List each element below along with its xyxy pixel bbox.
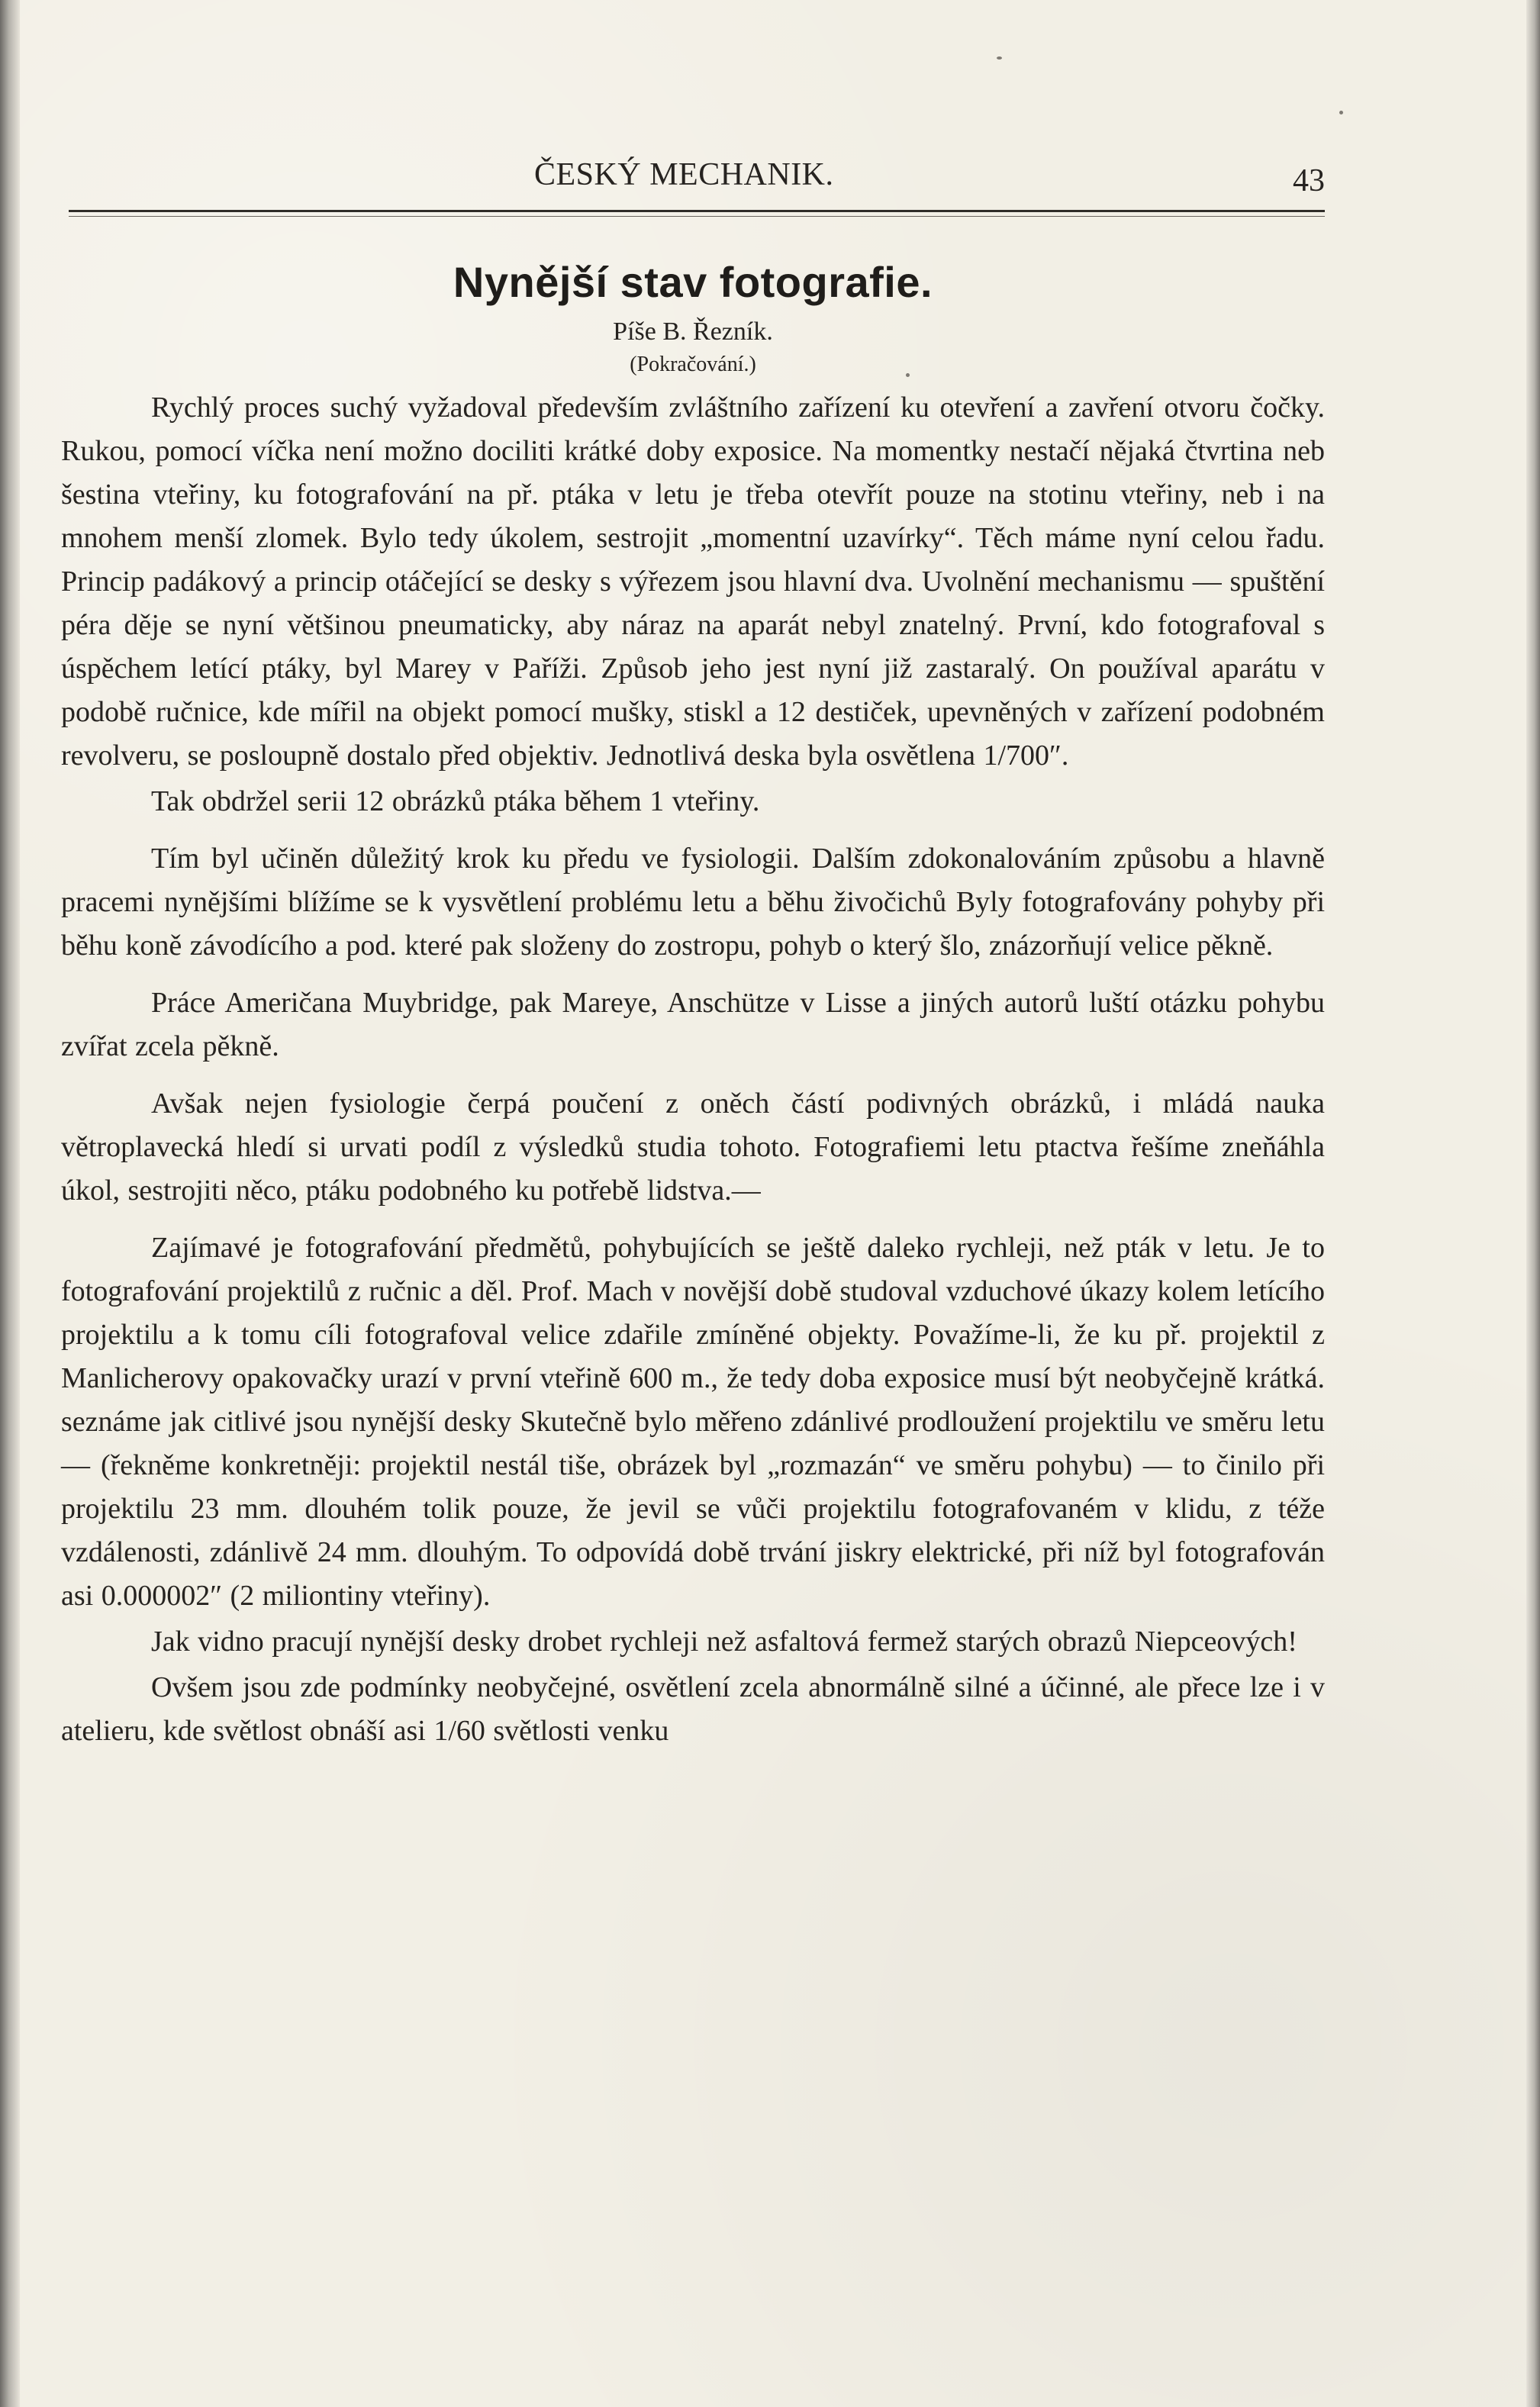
page-header <box>61 156 1325 219</box>
paragraph: Práce Američana Muybridge, pak Mareye, Anschütze v Lisse a jiných autorů luští otázku pohybu zvířat zcela pěkně. <box>61 987 1325 1062</box>
paragraph: Ovšem jsou zde podmínky neobyčejné, osvětlení zcela abnormálně silné a účinné, ale přece lze i v atelieru, kde světlost obnáší asi 1/60 světlosti venku <box>61 1671 1325 1747</box>
left-scan-edge <box>0 0 20 2407</box>
scan-speck <box>1339 111 1343 114</box>
scan-speck <box>997 56 1002 60</box>
paragraph: Rychlý proces suchý vyžadoval především zvláštního zařízení ku otevření a zavření otvoru čočky. Rukou, pomocí víčka není možno dociliti krátké doby exposice. Na momentky nestačí nějaká čtvrtina neb šestina vteřiny, ku fotografování na př. ptáka v letu je třeba otevřít pouze na stotinu vteřiny, neb i na mnohem menší zlomek. Bylo tedy úkolem, sestrojit „momentní uzavírky“. Těch máme nyní celou řadu. Princip padákový a princip otáčející se desky s výřezem jsou hlavní dva. Uvolnění mechanismu — spuštění péra děje se nyní většinou pneumaticky, aby náraz na aparát nebyl znatelný. První, kdo fotografoval s úspěchem letící ptáky, byl Marey v Paříži. Způsob jeho jest nyní již zastaralý. On používal aparátu v podobě ručnice, kde mířil na objekt pomocí mušky, stiskl a 12 destiček, upevněných v zařízení podobném revolveru, se posloupně dostalo před objektiv. Jednotlivá deska byla osvětlena 1/700″. <box>61 392 1325 772</box>
page-content <box>61 156 1325 1753</box>
paragraph: Jak vidno pracují nynější desky drobet rychleji než asfaltová fermež starých obrazů Niepceových! <box>151 1626 1297 1658</box>
page-number: 43 <box>1293 163 1325 198</box>
article-title: Nynější stav fotografie. <box>453 258 933 306</box>
right-scan-edge <box>1526 0 1540 2407</box>
header-rule-thin <box>69 216 1325 217</box>
header-rule <box>69 210 1325 212</box>
byline: Píše B. Řezník. <box>613 317 773 346</box>
article-body <box>61 386 1325 1753</box>
continued-note: (Pokračování.) <box>630 353 756 376</box>
paragraph: Avšak nejen fysiologie čerpá poučení z oněch částí podivných obrázků, i mládá nauka větroplavecká hledí si urvati podíl z výsledků studia tohoto. Fotografiemi letu ptactva řešíme zneňáhla úkol, sestrojiti něco, ptáku podobného ku potřebě lidstva.— <box>61 1088 1325 1207</box>
running-title: ČESKÝ MECHANIK. <box>534 157 834 192</box>
paragraph: Tím byl učiněn důležitý krok ku předu ve fysiologii. Dalším zdokonalováním způsobu a hlavně pracemi nynějšími blížíme se k vysvětlení problému letu a běhu živočichů Byly fotografovány pohyby při běhu koně závodícího a pod. které pak složeny do zostropu, pohyb o který šlo, znázorňují velice pěkně. <box>61 843 1325 962</box>
paragraph: Zajímavé je fotografování předmětů, pohybujících se ještě daleko rychleji, než pták v letu. Je to fotografování projektilů z ručnic a děl. Prof. Mach v novější době studoval vzduchové úkazy kolem letícího projektilu a k tomu cíli fotografoval velice zdařile zmíněné objekty. Považíme-li, že ku př. projektil z Manlicherovy opakovačky urazí v první vteřině 600 m., že tedy doba exposice musí být neobyčejně krátká. seznáme jak citlivé jsou nynější desky Skutečně bylo měřeno zdánlivé prodloužení projektilu ve směru letu — (řekněme konkretněji: projektil nestál tiše, obrázek byl „rozmazán“ ve směru pohybu) — to činilo při projektilu 23 mm. dlouhém tolik pouze, že jevil se vůči projektilu fotografovaném v klidu, z téže vzdálenosti, zdánlivě 24 mm. dlouhým. To odpovídá době trvání jiskry elektrické, při níž byl fotografován asi 0.000002″ (2 miliontiny vteřiny). <box>61 1232 1325 1612</box>
paragraph: Tak obdržel serii 12 obrázků ptáka během 1 vteřiny. <box>151 785 760 817</box>
